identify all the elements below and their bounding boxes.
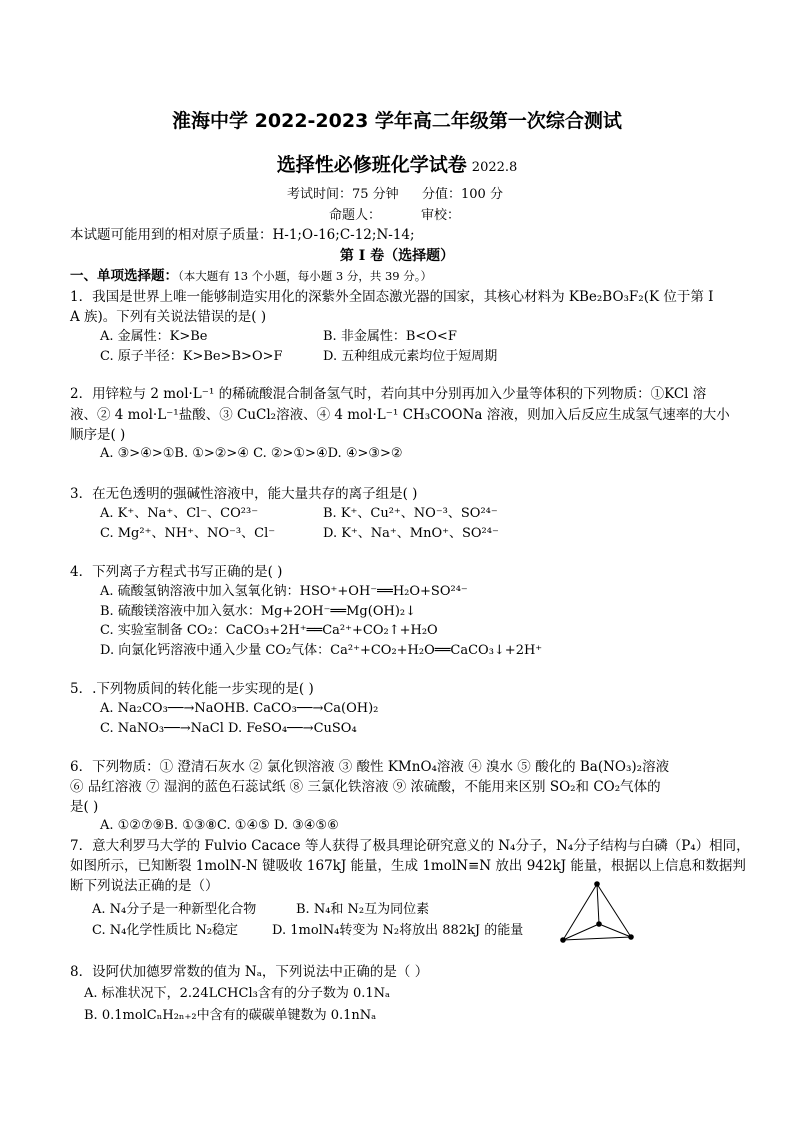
nitrogen-atom	[628, 934, 634, 940]
q1-option-d: D. 五种组成元素均位于短周期	[323, 349, 498, 364]
nitrogen-atom	[594, 881, 600, 887]
q6-stem-line1: 6．下列物质：① 澄清石灰水 ② 氯化钡溶液 ③ 酸性 KMnO₄溶液 ④ 溴水 ⑤ 酸化的 Ba(NO₃)₂溶液	[70, 759, 670, 775]
q1-stem-line2: A 族)。下列有关说法错误的是( )	[70, 309, 267, 325]
section-heading: 一、单项选择题：	[70, 268, 178, 284]
q4-option-a: A. 硫酸氢钠溶液中加入氢氧化钠：HSO⁺+OH⁻══H₂O+SO²⁴⁻	[100, 584, 468, 599]
q4-stem: 4．下列离子方程式书写正确的是( )	[70, 564, 283, 580]
q7-stem-line1: 7．意大利罗马大学的 Fulvio Cacace 等人获得了极具理论研究意义的 N₄分子，N₄分子结构与白磷（P₄）相同，	[70, 838, 750, 854]
reviewer-label: 审校：	[421, 208, 461, 223]
volume-title: 第 I 卷（选择题）	[339, 248, 455, 264]
q7-option-a: A. N₄分子是一种新型化合物	[92, 902, 257, 917]
q8-stem: 8．设阿伏加德罗常数的值为 Nₐ，下列说法中正确的是（ ）	[70, 964, 429, 980]
q5-options-ab: A. Na₂CO₃──→NaOHB. CaCO₃──→Ca(OH)₂	[100, 701, 379, 716]
q4-option-d: D. 向氯化钙溶液中通入少量 CO₂气体：Ca²⁺+CO₂+H₂O══CaCO₃↓+2H⁺	[100, 643, 543, 658]
q7-stem-line2: 如图所示，已知断裂 1molN-N 键吸收 167kJ 能量，生成 1molN≡N 放出 942kJ 能量，根据以上信息和数据判	[70, 858, 746, 874]
q5-options-cd: C. NaNO₃──→NaCl D. FeSO₄──→CuSO₄	[100, 721, 357, 736]
q7-option-b: B. N₄和 N₂互为同位素	[296, 902, 430, 917]
exam-score: 分值：100 分	[422, 187, 503, 202]
q4-option-b: B. 硫酸镁溶液中加入氨水：Mg+2OH⁻══Mg(OH)₂↓	[100, 604, 416, 619]
q2-options: A. ③>④>①B. ①>②>④ C. ②>①>④D. ④>③>②	[100, 446, 403, 461]
bond-line	[563, 937, 631, 940]
q3-stem: 3．在无色透明的强碱性溶液中，能大量共存的离子组是( )	[70, 486, 418, 502]
q3-option-b: B. K⁺、Cu²⁺、NO⁻³、SO²⁴⁻	[323, 506, 498, 521]
q1-option-a: A. 金属性：K>Be	[100, 329, 208, 344]
section-note: （本大题有 13 个小题，每小题 3 分，共 39 分。）	[178, 269, 433, 283]
q7-option-d: D. 1molN₄转变为 N₂将放出 882kJ 的能量	[272, 923, 524, 938]
q4-option-c: C. 实验室制备 CO₂：CaCO₃+2H⁺══Ca²⁺+CO₂↑+H₂O	[100, 623, 438, 638]
q2-stem-line3: 顺序是( )	[70, 427, 126, 443]
q8-option-b: B. 0.1molCₙH₂ₙ₊₂中含有的碳碳单键数为 0.1nNₐ	[84, 1008, 377, 1023]
atomic-mass-note: 本试题可能用到的相对原子质量：H-1;O-16;C-12;N-14;	[70, 227, 415, 243]
q6-stem-line2: ⑥ 品红溶液 ⑦ 湿润的蓝色石蕊试纸 ⑧ 三氯化铁溶液 ⑨ 浓硫酸，不能用来区别 SO₂和 CO₂气体的	[70, 779, 661, 795]
exam-time: 考试时间：75 分钟	[287, 187, 399, 202]
q3-option-d: D. K⁺、Na⁺、MnO⁺、SO²⁴⁻	[323, 526, 499, 541]
nitrogen-atom	[596, 921, 602, 927]
n4-molecule-figure	[555, 878, 640, 950]
exam-title: 淮海中学 2022-2023 学年高二年级第一次综合测试	[172, 110, 622, 132]
q7-stem-line3: 断下列说法正确的是（）	[70, 878, 219, 894]
q1-stem-line1: 1．我国是世界上唯一能够制造实用化的深紫外全固态激光器的国家，其核心材料为 KBe₂BO₃F₂(K 位于第 I	[70, 289, 714, 305]
bond-line	[597, 884, 599, 924]
q6-options: A. ①②⑦⑨B. ①③⑧C. ①④⑤ D. ③④⑤⑥	[100, 818, 339, 833]
q3-option-c: C. Mg²⁺、NH⁺、NO⁻³、Cl⁻	[100, 526, 276, 541]
q7-option-c: C. N₄化学性质比 N₂稳定	[92, 923, 239, 938]
bond-line	[599, 924, 631, 937]
paper-subtitle: 选择性必修班化学试卷	[276, 154, 467, 176]
bond-line	[563, 884, 597, 940]
q5-stem: 5．.下列物质间的转化能一步实现的是( )	[70, 681, 314, 697]
q6-stem-line3: 是( )	[70, 799, 99, 815]
bond-line	[597, 884, 631, 937]
q2-stem-line1: 2．用锌粒与 2 mol·L⁻¹ 的稀硫酸混合制备氢气时，若向其中分别再加入少量等体积的下列物质：①KCl 溶	[70, 386, 707, 402]
nitrogen-atom	[560, 937, 566, 943]
author-label: 命题人：	[329, 208, 382, 223]
paper-date: 2022.8	[471, 160, 518, 175]
q1-option-c: C. 原子半径：K>Be>B>O>F	[100, 349, 283, 364]
q2-stem-line2: 液、② 4 mol·L⁻¹盐酸、③ CuCl₂溶液、④ 4 mol·L⁻¹ CH₃COONa 溶液，则加入后反应生成氢气速率的大小	[70, 407, 730, 423]
q1-option-b: B. 非金属性：B<O<F	[323, 329, 457, 344]
q3-option-a: A. K⁺、Na⁺、Cl⁻、CO²³⁻	[100, 506, 259, 521]
q8-option-a: A. 标准状况下，2.24LCHCl₃含有的分子数为 0.1Nₐ	[84, 986, 391, 1001]
